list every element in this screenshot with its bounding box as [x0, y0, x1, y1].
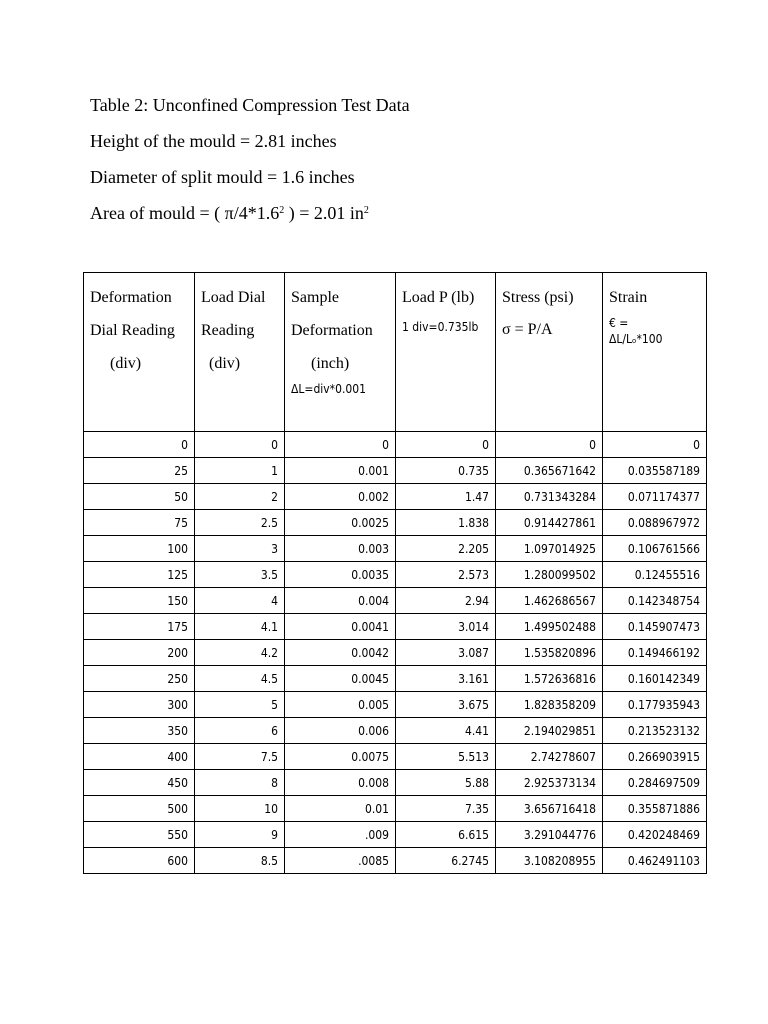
- load-cell: 2.94: [396, 588, 496, 614]
- table-row: [84, 458, 707, 484]
- header-note: 1 div=0.735lb: [402, 320, 479, 334]
- table-row: [84, 510, 707, 536]
- deformation-dial-cell: 550: [84, 822, 195, 848]
- load-dial-cell: 4: [195, 588, 285, 614]
- deformation-dial-cell: 50: [84, 484, 195, 510]
- load-dial-cell: 10: [195, 796, 285, 822]
- load-cell: 6.2745: [396, 848, 496, 874]
- sample-deformation-cell: .009: [285, 822, 396, 848]
- header-line: Stress (psi): [502, 289, 574, 306]
- strain-cell: 0.266903915: [603, 744, 707, 770]
- strain-cell: 0.145907473: [603, 614, 707, 640]
- header-stress: [496, 273, 603, 432]
- table-title: Table 2: Unconfined Compression Test Data: [90, 95, 410, 115]
- stress-cell: 2.925373134: [496, 770, 603, 796]
- table-row: [84, 848, 707, 874]
- header-line: Deformation: [291, 322, 373, 339]
- table-row: [84, 432, 707, 458]
- mould-area-line: [90, 202, 369, 224]
- strain-cell: 0.142348754: [603, 588, 707, 614]
- area-exponent-1: 2: [279, 205, 285, 216]
- header-line: Load P (lb): [402, 289, 475, 306]
- load-cell: 5.513: [396, 744, 496, 770]
- table-row: [84, 562, 707, 588]
- header-deformation-dial-reading: [84, 273, 195, 432]
- header-sample-deformation: [285, 273, 396, 432]
- header-line: Reading: [201, 322, 255, 339]
- deformation-dial-cell: 25: [84, 458, 195, 484]
- load-dial-cell: 5: [195, 692, 285, 718]
- load-dial-cell: 4.1: [195, 614, 285, 640]
- strain-cell: 0.12455516: [603, 562, 707, 588]
- deformation-dial-cell: 150: [84, 588, 195, 614]
- load-dial-cell: 6: [195, 718, 285, 744]
- area-exponent-2: 2: [363, 205, 369, 216]
- header-unit: (inch): [311, 355, 350, 372]
- header-unit: (div): [110, 355, 142, 372]
- deformation-dial-cell: 250: [84, 666, 195, 692]
- sample-deformation-cell: 0.008: [285, 770, 396, 796]
- header-load-dial-reading: [195, 273, 285, 432]
- load-cell: 6.615: [396, 822, 496, 848]
- load-dial-cell: 0: [195, 432, 285, 458]
- table-row: [84, 692, 707, 718]
- sample-deformation-cell: .0085: [285, 848, 396, 874]
- header-line: Dial Reading: [90, 322, 175, 339]
- deformation-dial-cell: 500: [84, 796, 195, 822]
- strain-cell: 0.177935943: [603, 692, 707, 718]
- deformation-dial-cell: 0: [84, 432, 195, 458]
- stress-cell: 3.108208955: [496, 848, 603, 874]
- deformation-dial-cell: 300: [84, 692, 195, 718]
- table-row: [84, 744, 707, 770]
- load-cell: 2.573: [396, 562, 496, 588]
- load-cell: 1.838: [396, 510, 496, 536]
- deformation-dial-cell: 200: [84, 640, 195, 666]
- sample-deformation-cell: 0.001: [285, 458, 396, 484]
- sample-deformation-cell: 0.0045: [285, 666, 396, 692]
- stress-cell: 1.462686567: [496, 588, 603, 614]
- deformation-dial-cell: 175: [84, 614, 195, 640]
- header-strain: [603, 273, 707, 432]
- load-dial-cell: 9: [195, 822, 285, 848]
- stress-cell: 1.280099502: [496, 562, 603, 588]
- sample-deformation-cell: 0.0075: [285, 744, 396, 770]
- stress-cell: 1.828358209: [496, 692, 603, 718]
- load-cell: 5.88: [396, 770, 496, 796]
- table-header-row: [84, 273, 707, 432]
- stress-cell: 1.535820896: [496, 640, 603, 666]
- sample-deformation-cell: 0.0025: [285, 510, 396, 536]
- sample-deformation-cell: 0.0041: [285, 614, 396, 640]
- strain-cell: 0.106761566: [603, 536, 707, 562]
- load-cell: 3.161: [396, 666, 496, 692]
- stress-cell: 0.365671642: [496, 458, 603, 484]
- stress-cell: 0: [496, 432, 603, 458]
- load-dial-cell: 2: [195, 484, 285, 510]
- header-line: Deformation: [90, 289, 172, 306]
- stress-cell: 3.291044776: [496, 822, 603, 848]
- stress-cell: 1.097014925: [496, 536, 603, 562]
- stress-cell: 2.74278607: [496, 744, 603, 770]
- deformation-dial-cell: 600: [84, 848, 195, 874]
- deformation-dial-cell: 75: [84, 510, 195, 536]
- strain-cell: 0.088967972: [603, 510, 707, 536]
- load-dial-cell: 8: [195, 770, 285, 796]
- table-row: [84, 536, 707, 562]
- compression-data-table: [83, 272, 707, 874]
- strain-cell: 0.213523132: [603, 718, 707, 744]
- table-body: [84, 432, 707, 874]
- stress-cell: 1.572636816: [496, 666, 603, 692]
- load-dial-cell: 8.5: [195, 848, 285, 874]
- load-cell: 1.47: [396, 484, 496, 510]
- stress-cell: 2.194029851: [496, 718, 603, 744]
- table-row: [84, 796, 707, 822]
- strain-cell: 0.149466192: [603, 640, 707, 666]
- strain-cell: 0.355871886: [603, 796, 707, 822]
- load-dial-cell: 3.5: [195, 562, 285, 588]
- deformation-dial-cell: 400: [84, 744, 195, 770]
- load-cell: 0.735: [396, 458, 496, 484]
- load-dial-cell: 1: [195, 458, 285, 484]
- stress-cell: 3.656716418: [496, 796, 603, 822]
- stress-cell: 0.914427861: [496, 510, 603, 536]
- sample-deformation-cell: 0.0035: [285, 562, 396, 588]
- strain-cell: 0.420248469: [603, 822, 707, 848]
- deformation-dial-cell: 100: [84, 536, 195, 562]
- sample-deformation-cell: 0.005: [285, 692, 396, 718]
- load-dial-cell: 4.5: [195, 666, 285, 692]
- table-row: [84, 770, 707, 796]
- load-cell: 7.35: [396, 796, 496, 822]
- load-dial-cell: 4.2: [195, 640, 285, 666]
- load-dial-cell: 2.5: [195, 510, 285, 536]
- load-cell: 4.41: [396, 718, 496, 744]
- load-cell: 3.087: [396, 640, 496, 666]
- table-row: [84, 822, 707, 848]
- deformation-dial-cell: 350: [84, 718, 195, 744]
- table-row: [84, 718, 707, 744]
- load-cell: 3.014: [396, 614, 496, 640]
- header-line: Sample: [291, 289, 339, 306]
- header-note: ΔL=div*0.001: [291, 382, 366, 396]
- sample-deformation-cell: 0.002: [285, 484, 396, 510]
- header-load-p: [396, 273, 496, 432]
- header-note: ΔL/Lₒ*100: [609, 332, 663, 346]
- sample-deformation-cell: 0.0042: [285, 640, 396, 666]
- table-row: [84, 588, 707, 614]
- strain-cell: 0.284697509: [603, 770, 707, 796]
- sample-deformation-cell: 0.003: [285, 536, 396, 562]
- mould-height-line: Height of the mould = 2.81 inches: [90, 131, 337, 151]
- strain-cell: 0.160142349: [603, 666, 707, 692]
- deformation-dial-cell: 125: [84, 562, 195, 588]
- header-note: € =: [609, 316, 629, 330]
- strain-cell: 0: [603, 432, 707, 458]
- mould-diameter-line: Diameter of split mould = 1.6 inches: [90, 167, 355, 187]
- deformation-dial-cell: 450: [84, 770, 195, 796]
- stress-cell: 0.731343284: [496, 484, 603, 510]
- strain-cell: 0.035587189: [603, 458, 707, 484]
- load-dial-cell: 7.5: [195, 744, 285, 770]
- sample-deformation-cell: 0: [285, 432, 396, 458]
- table-row: [84, 614, 707, 640]
- load-cell: 2.205: [396, 536, 496, 562]
- sample-deformation-cell: 0.004: [285, 588, 396, 614]
- strain-cell: 0.462491103: [603, 848, 707, 874]
- load-cell: 3.675: [396, 692, 496, 718]
- area-prefix: Area of mould = ( π/4*1.6: [90, 203, 280, 223]
- header-line: Load Dial: [201, 289, 266, 306]
- header-line: Strain: [609, 289, 648, 306]
- area-middle: ) = 2.01 in: [284, 203, 364, 223]
- load-dial-cell: 3: [195, 536, 285, 562]
- strain-cell: 0.071174377: [603, 484, 707, 510]
- load-cell: 0: [396, 432, 496, 458]
- stress-cell: 1.499502488: [496, 614, 603, 640]
- sample-deformation-cell: 0.01: [285, 796, 396, 822]
- table-row: [84, 640, 707, 666]
- sample-deformation-cell: 0.006: [285, 718, 396, 744]
- table-row: [84, 484, 707, 510]
- header-formula: σ = P/A: [502, 321, 553, 338]
- table-row: [84, 666, 707, 692]
- header-unit: (div): [209, 355, 241, 372]
